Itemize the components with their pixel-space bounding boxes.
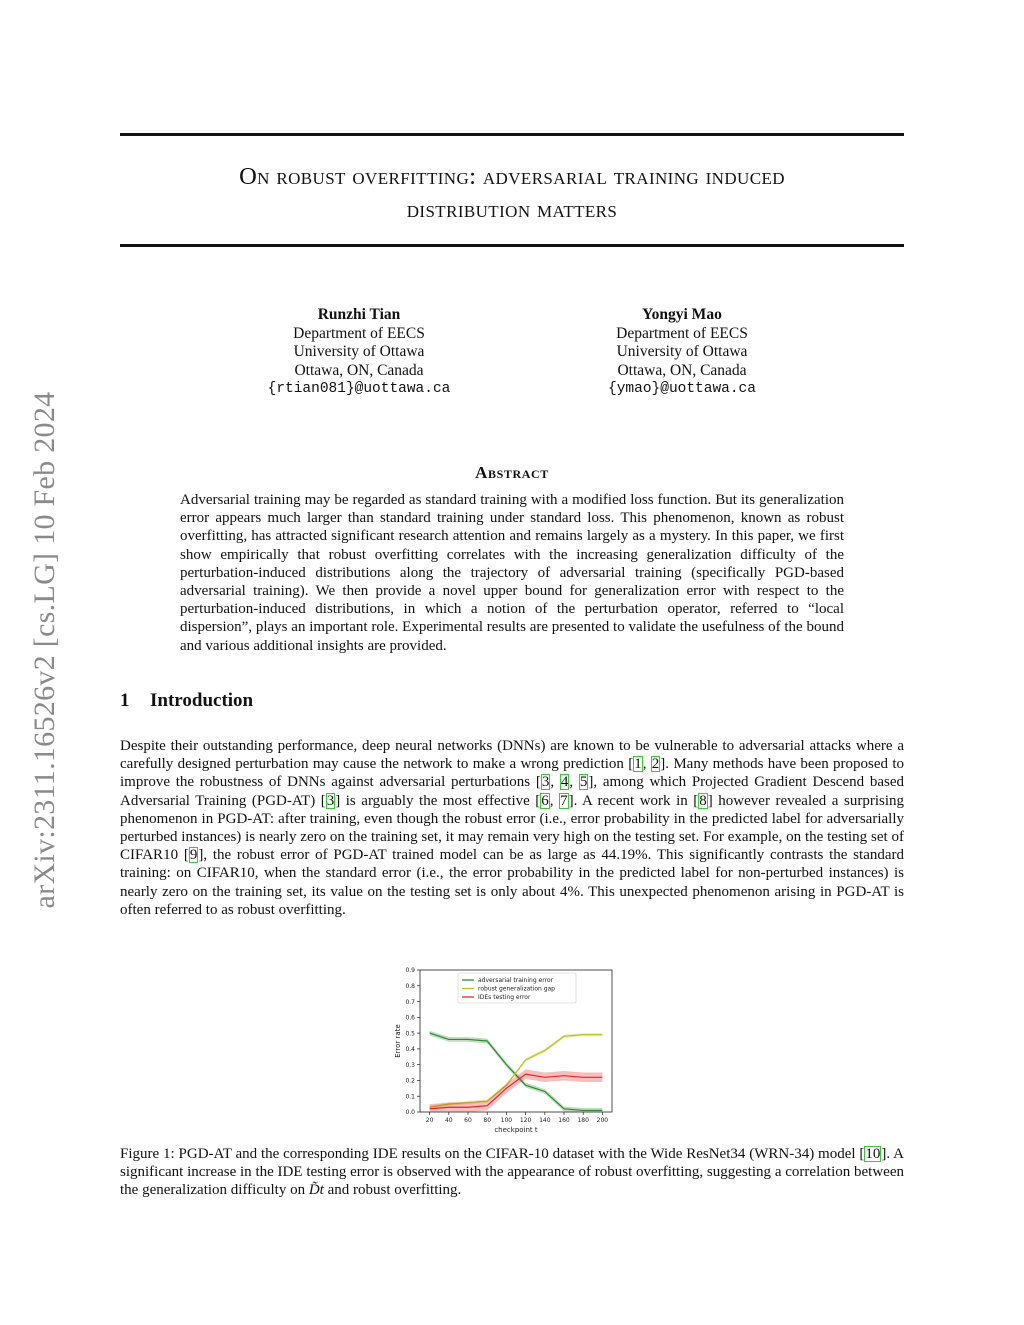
figure-caption <box>120 1145 904 1200</box>
x-tick-label: 80 <box>483 1117 492 1124</box>
paper-title <box>120 160 904 226</box>
x-tick-label: 100 <box>500 1117 513 1124</box>
section-number: 1 <box>120 690 130 711</box>
author-block-1 <box>229 306 489 399</box>
citation-link[interactable]: 9 <box>189 847 198 864</box>
citation-link[interactable]: 8 <box>699 792 707 809</box>
citation-link[interactable]: 3 <box>326 792 335 809</box>
x-tick-label: 40 <box>444 1117 453 1124</box>
error-rate-chart <box>390 962 630 1142</box>
intro-text: , <box>550 774 560 791</box>
citation-link[interactable]: 4 <box>560 774 569 791</box>
figure-1 <box>390 962 630 1142</box>
intro-text: , <box>642 756 651 773</box>
arxiv-identifier: arXiv:2311.16526v2 [cs.LG] 10 Feb 2024 <box>28 391 61 909</box>
x-tick-label: 20 <box>425 1117 434 1124</box>
abstract-heading: Abstract <box>475 463 549 482</box>
author-name: Runzhi Tian <box>317 306 401 323</box>
y-tick-label: 0.5 <box>405 1030 415 1038</box>
y-tick-label: 0.7 <box>405 998 415 1006</box>
legend-entry: adversarial training error <box>478 977 554 985</box>
y-tick-label: 0.4 <box>405 1046 415 1054</box>
author-university: University of Ottawa <box>616 343 748 360</box>
citation-link[interactable]: 3 <box>541 774 550 791</box>
arxiv-side-stamp <box>0 350 90 950</box>
y-tick-label: 0.2 <box>405 1077 415 1085</box>
intro-text: ]. Many methods have been proposed to improve the robustness of DNNs against adversarial perturbations [ <box>120 756 905 791</box>
x-tick-label: 200 <box>596 1117 609 1124</box>
author-location: Ottawa, ON, Canada <box>294 361 424 379</box>
title-rule-top <box>120 133 904 136</box>
intro-text: ] however revealed a surprising phenomenon in PGD-AT: after training, even though the robust error (i.e., error probability in the predicted label for adversarially perturbed instances) is nearly zero on the training set, it may remain very high on the testing set. For example, on the testing set of CIFAR10 [ <box>120 792 904 864</box>
caption-text: and robust overfitting. <box>323 1182 462 1199</box>
introduction-paragraph <box>120 737 904 919</box>
citation-link[interactable]: 7 <box>560 792 568 809</box>
section-heading <box>120 690 253 712</box>
author-email: {ymao}@uottawa.ca <box>608 381 756 397</box>
author-block-2 <box>552 306 812 399</box>
intro-text: ], the robust error of PGD-AT trained model can be as large as 44.19%. This significantly contrasts the standard training: on CIFAR10, when the standard error (i.e., the error probability in the predicted label for non-perturbed instances) is nearly zero on the training set, its value on the testing set is only about 4%. This unexpected phenomenon arising in PGD-AT is often referred to as robust overfitting. <box>120 847 904 918</box>
y-tick-label: 0.6 <box>405 1014 415 1022</box>
author-department: Department of EECS <box>616 324 748 342</box>
title-rule-bottom <box>120 244 904 247</box>
y-tick-label: 0.9 <box>405 967 415 975</box>
intro-text: , <box>549 792 560 809</box>
y-tick-label: 0.3 <box>405 1061 415 1069</box>
x-tick-label: 140 <box>539 1117 551 1124</box>
paper-title-line-2: distribution matters <box>406 196 618 223</box>
legend-entry: IDEs testing error <box>478 994 531 1002</box>
abstract-text: Adversarial training may be regarded as standard training with a modified loss function. But its generalization error appears much larger than standard training under standard loss. This phenomenon, known as robust overfitting, has attracted significant research attention and remains largely as a mystery. In this paper, we first show empirically that robust overfitting correlates with the increasing generalization difficulty of the perturbation-induced distributions along the trajectory of adversarial training (specifically PGD-based adversarial training). We then provide a novel upper bound for generalization error with respect to the perturbation-induced distributions, in which a notion of the perturbation operator, referred to “local dispersion”, plays an important role. Experimental results are presented to validate the usefulness of the bound and various additional insights are provided. <box>180 492 844 654</box>
caption-text: Figure 1: PGD-AT and the corresponding IDE results on the CIFAR-10 dataset with the Wide ResNet34 (WRN-34) model [ <box>120 1146 865 1162</box>
citation-link[interactable]: 10 <box>865 1146 881 1162</box>
x-tick-label: 160 <box>558 1117 570 1124</box>
intro-text: ], among which Projected Gradient Descend based Adversarial Training (PGD-AT) [ <box>120 774 904 809</box>
intro-text: ]. A recent work in [ <box>568 792 699 809</box>
caption-math-symbol: D̃t <box>308 1182 324 1199</box>
paper-title-line-1: On robust overfitting: adversarial training induced <box>239 163 785 190</box>
author-email: {rtian081}@uottawa.ca <box>267 381 451 397</box>
author-location: Ottawa, ON, Canada <box>617 361 747 379</box>
y-tick-label: 0.8 <box>405 982 415 990</box>
series-confidence-band <box>430 1033 603 1109</box>
y-tick-label: 0.0 <box>405 1109 415 1117</box>
x-tick-label: 180 <box>577 1117 589 1124</box>
y-tick-label: 0.1 <box>405 1093 415 1101</box>
x-tick-label: 60 <box>464 1117 472 1124</box>
section-title: Introduction <box>150 690 254 711</box>
intro-text: , <box>569 774 579 791</box>
x-tick-label: 120 <box>519 1117 532 1124</box>
intro-text: Despite their outstanding performance, deep neural networks (DNNs) are known to be vulnerable to adversarial attacks where a carefully designed perturbation may cause the network to make a wrong prediction [ <box>120 738 904 773</box>
legend-entry: robust generalization gap <box>478 985 555 993</box>
intro-text: ] is arguably the most effective [ <box>335 792 541 809</box>
author-university: University of Ottawa <box>293 343 425 360</box>
citation-link[interactable]: 2 <box>651 756 660 773</box>
author-name: Yongyi Mao <box>642 306 722 323</box>
x-axis-label: checkpoint t <box>494 1126 538 1134</box>
citation-link[interactable]: 6 <box>541 792 549 809</box>
citation-link[interactable]: 5 <box>579 774 588 791</box>
y-axis-label: Error rate <box>394 1024 402 1058</box>
author-department: Department of EECS <box>293 324 425 342</box>
citation-link[interactable]: 1 <box>634 756 642 773</box>
caption-text: ]. A significant increase in the IDE testing error is observed with the appearance of robust overfitting, suggesting a correlation between the generalization difficulty on <box>120 1146 905 1199</box>
